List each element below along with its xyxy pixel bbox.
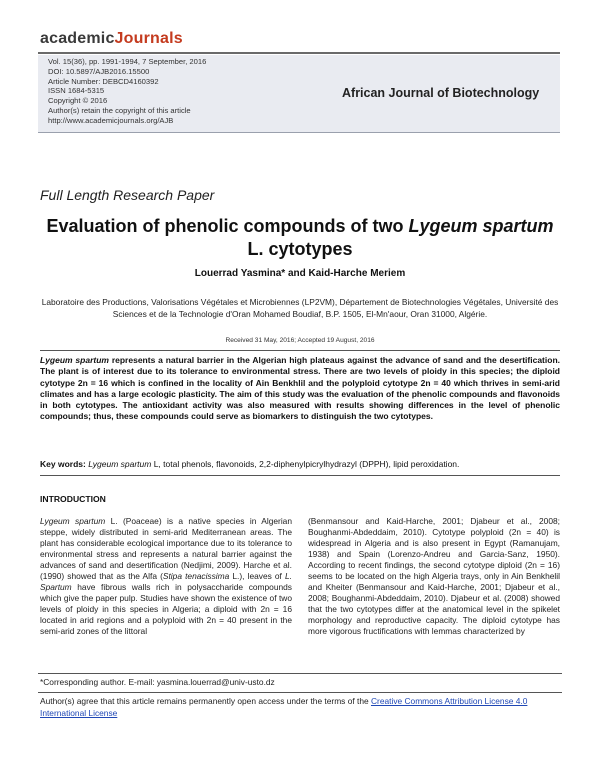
title-species: Lygeum spartum [408, 216, 554, 236]
paper-title [40, 215, 560, 261]
meta-volume: Vol. 15(36), pp. 1991-1994, 7 September, 2016 [48, 57, 207, 66]
logo-part-academic: academic [40, 30, 115, 47]
abstract [40, 355, 560, 423]
authors: Louerrad Yasmina* and Kaid-Harche Meriem [194, 268, 406, 279]
title-part-1: Evaluation of phenolic compounds of two [46, 216, 409, 236]
journal-logo [40, 30, 183, 48]
affiliation: Laboratoire des Productions, Valorisations Végétales et Microbiennes (LP2VM), Département de Biotechnologies Végétales, Université des Sciences et de la Technologie d'Oran Mohamed Boudiaf, B.P. 1505, El-Mn'aour, Oran 31000, Algérie. [41, 297, 559, 319]
journal-name: African Journal of Biotechnology [342, 86, 540, 100]
article-meta-lines [48, 57, 206, 126]
license-notice [40, 696, 560, 719]
title-part-2: L. cytotypes [247, 239, 353, 259]
keywords-species: Lygeum spartum [85, 459, 152, 469]
intro-text-1: L. (Poaceae) is a native species in Algerian steppe, widely distributed in semi-arid Mediterranean areas. The plant has considerable ecological importance due to its tolerance to environmental stress and represents a natural barrier against the advances of sand and desertification (Nedjimi, 2009). Harche et al. (1990) showed that as the Alfa ( [40, 516, 292, 582]
corresponding-author: *Corresponding author. E-mail: yasmina.louerrad@univ-usto.dz [40, 677, 275, 687]
meta-doi: DOI: 10.5897/AJB2016.15500 [48, 66, 150, 76]
meta-url[interactable]: http://www.academicjournals.org/AJB [48, 115, 174, 125]
meta-article-number: Article Number: DEBCD4160392 [48, 76, 159, 86]
meta-copyright: Copyright © 2016 [48, 96, 108, 106]
introduction-heading: INTRODUCTION [40, 494, 106, 504]
abstract-text: represents a natural barrier in the Algerian high plateaus against the advance of sand and the desertification. The plant is of interest due to its tolerance to environmental stress. There are two levels of ploidy in this species; the diploid cytotype 2n = 16 which is confined in the locality of Ain Benkhlil and the polyploid cytotype 2n = 40 which thrives in semi-arid climates and has a large ecologic plasticity. The aim of this study was the evaluation of the phenolic compounds and flavonoids in both cytotypes. The antioxidant activity was also measured with results showing differences in the level of phenolic compounds; thus, these compounds could serve as biomarkers to distinguish the two cytotypes. [40, 355, 560, 422]
intro-text-2: L.), leaves of [229, 571, 285, 582]
logo-part-journals: Journals [114, 30, 183, 47]
meta-issn: ISSN 1684-5315 [48, 86, 105, 96]
abstract-top-rule [40, 350, 560, 351]
keywords-bottom-rule [40, 475, 560, 476]
article-type: Full Length Research Paper [40, 187, 215, 203]
intro-species-2: Stipa tenacissima [162, 571, 230, 582]
keywords [40, 459, 560, 470]
intro-species-1: Lygeum spartum [40, 516, 106, 526]
intro-column-left [40, 516, 292, 638]
intro-species-3: L. Spartum [40, 571, 292, 593]
license-link[interactable]: Creative Commons Attribution License 4.0 International License [40, 696, 528, 718]
keywords-text: L, total phenols, flavonoids, 2,2-diphenylpicrylhydrazyl (DPPH), lipid peroxidation. [151, 459, 460, 469]
received-dates: Received 31 May, 2016; Accepted 19 August, 2016 [225, 337, 375, 344]
license-text: Author(s) agree that this article remains permanently open access under the terms of the [40, 696, 371, 706]
intro-text-3: have fibrous walls rich in polysaccharide compounds which give the paper pulp. Studies have shown the existence of two levels of ploidy in this species in Algeria; a diploid with 2n = 16 located in arid regions and a polyploid with 2n = 40 present in the semi-arid zones of the littoral [40, 582, 292, 637]
license-rule [38, 692, 562, 693]
header-rule [38, 52, 560, 54]
keywords-label: Key words: [40, 459, 86, 469]
footnote-rule [38, 673, 562, 674]
intro-column-right: (Benmansour and Kaid-Harche, 2001; Djabeur et al., 2008; Boughanmi-Abdeddaim, 2010). Cytotype polyploid (2n = 40) is widespread in Algeria and is also present in Egypt (Ramanujam, 1938) and Spain (Lorenzo-Andreu and Garcia-Sanz, 1950). According to recent findings, the second cytotype diploid (2n = 16) seems to be located on the high Algeria trays, only in Ain Benkhelil and Kheiter (Benmansour and Kaid-Harche, 2001; Djabeur et al., 2008; Boughanmi-Abdeddaim, 2010). Djabeur et al. (2008) showed that the two cytotypes differ at the anatomical level in the spikelet morphology and reproductive capacity. The diploid cytotype has more vigorous fructifications with lemmas characterized by [308, 516, 560, 637]
meta-rights: Author(s) retain the copyright of this article [48, 105, 191, 115]
abstract-species: Lygeum spartum [40, 355, 109, 365]
